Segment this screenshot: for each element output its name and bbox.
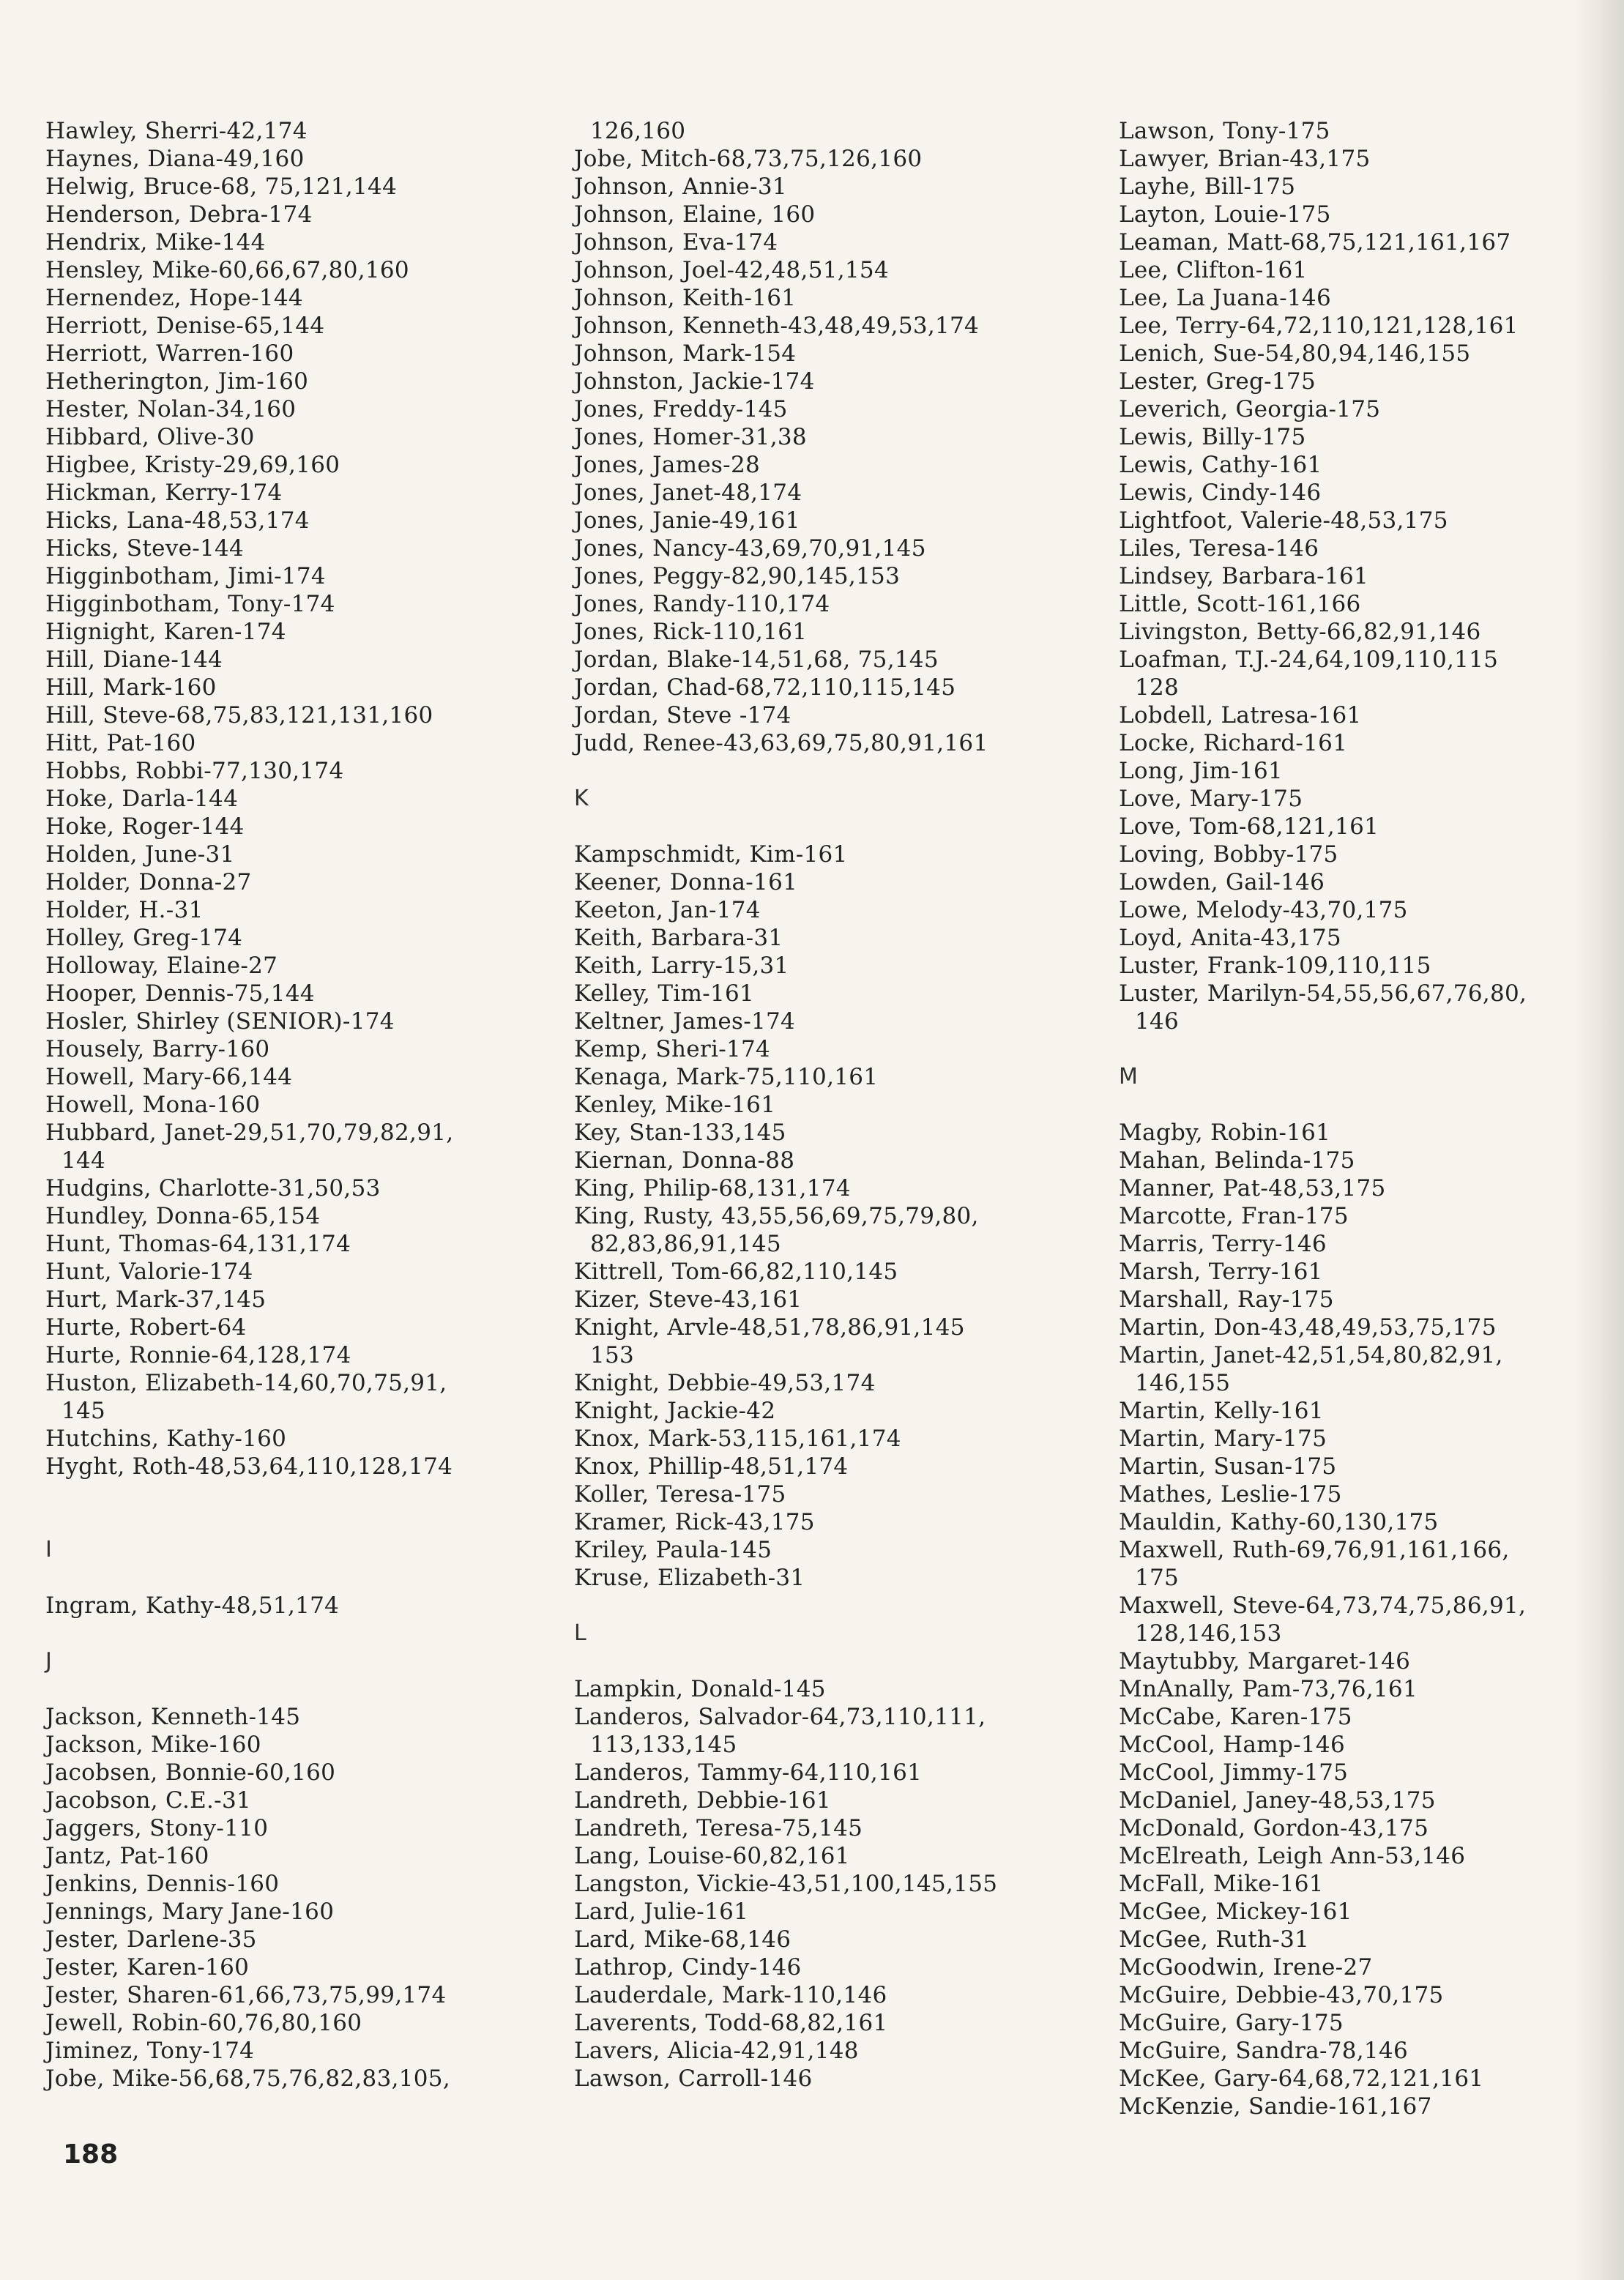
index-entry: Knight, Arvle-48,51,78,86,91,145 — [574, 1314, 965, 1341]
index-entry: Marris, Terry-146 — [1119, 1231, 1327, 1257]
index-entry: Lawyer, Brian-43,175 — [1119, 146, 1371, 172]
index-entry: Knox, Mark-53,115,161,174 — [574, 1426, 901, 1452]
index-entry: Maytubby, Margaret-146 — [1119, 1648, 1411, 1674]
index-entry: Martin, Janet-42,51,54,80,82,91, — [1119, 1342, 1503, 1368]
index-entry: Lee, Clifton-161 — [1119, 257, 1308, 283]
index-entry: Manner, Pat-48,53,175 — [1119, 1175, 1386, 1202]
index-entry: Jones, Homer-31,38 — [574, 424, 807, 450]
index-entry: Locke, Richard-161 — [1119, 730, 1348, 756]
index-entry: Helwig, Bruce-68, 75,121,144 — [45, 174, 398, 200]
index-entry: Love, Mary-175 — [1119, 786, 1303, 812]
index-entry: Hernendez, Hope-144 — [45, 285, 303, 311]
index-entry: Hensley, Mike-60,66,67,80,160 — [45, 257, 409, 283]
index-entry: Kenaga, Mark-75,110,161 — [574, 1064, 879, 1090]
index-entry: Hutchins, Kathy-160 — [45, 1426, 287, 1452]
index-entry: Marsh, Terry-161 — [1119, 1259, 1323, 1285]
index-entry: Holloway, Elaine-27 — [45, 953, 278, 979]
index-entry: Long, Jim-161 — [1119, 758, 1284, 784]
index-column-2 — [574, 117, 1072, 2093]
index-entry: Keeton, Jan-174 — [574, 897, 761, 923]
index-entry: Holley, Greg-174 — [45, 925, 243, 951]
index-entry: Holden, June-31 — [45, 841, 235, 868]
index-entry: Jacobson, C.E.-31 — [45, 1787, 251, 1814]
index-entry: Housely, Barry-160 — [45, 1036, 270, 1062]
index-entry: Jordan, Blake-14,51,68, 75,145 — [574, 647, 939, 673]
index-entry: Lathrop, Cindy-146 — [574, 1954, 802, 1981]
index-entry: Kampschmidt, Kim-161 — [574, 841, 848, 868]
index-entry: Hicks, Steve-144 — [45, 535, 245, 562]
index-entry: McKee, Gary-64,68,72,121,161 — [1119, 2065, 1484, 2092]
index-entry: Lauderdale, Mark-110,146 — [574, 1982, 887, 2008]
index-entry: Lawson, Tony-175 — [1119, 118, 1330, 144]
index-entry: Luster, Frank-109,110,115 — [1119, 953, 1431, 979]
index-entry: McDonald, Gordon-43,175 — [1119, 1815, 1429, 1841]
index-entry: Hudgins, Charlotte-31,50,53 — [45, 1175, 381, 1202]
index-entry: Hetherington, Jim-160 — [45, 368, 309, 395]
index-entry: Leaman, Matt-68,75,121,161,167 — [1119, 229, 1511, 256]
index-entry: Jantz, Pat-160 — [45, 1843, 209, 1869]
index-entry: King, Philip-68,131,174 — [574, 1175, 851, 1202]
index-entry: Knox, Phillip-48,51,174 — [574, 1453, 849, 1480]
index-entry: Johnston, Jackie-174 — [574, 368, 815, 395]
index-entry: Ingram, Kathy-48,51,174 — [45, 1592, 340, 1619]
index-entry: Hundley, Donna-65,154 — [45, 1203, 321, 1229]
index-column-3 — [1119, 117, 1617, 2120]
blank-line — [574, 813, 1072, 841]
index-entry: Hurte, Robert-64 — [45, 1314, 247, 1341]
index-entry: Lewis, Cathy-161 — [1119, 452, 1322, 478]
index-entry: Jobe, Mike-56,68,75,76,82,83,105, — [45, 2065, 450, 2092]
index-entry: Jones, Janie-49,161 — [574, 507, 800, 534]
index-entry: Kramer, Rick-43,175 — [574, 1509, 815, 1535]
index-entry: Key, Stan-133,145 — [574, 1119, 786, 1146]
index-entry: Knight, Debbie-49,53,174 — [574, 1370, 876, 1396]
index-entry: Kemp, Sheri-174 — [574, 1036, 771, 1062]
index-entry: Holder, Donna-27 — [45, 869, 252, 895]
index-entry: Lenich, Sue-54,80,94,146,155 — [1119, 340, 1471, 367]
index-entry: Hill, Mark-160 — [45, 674, 217, 701]
index-entry: Marshall, Ray-175 — [1119, 1286, 1334, 1313]
index-entry: Johnson, Joel-42,48,51,154 — [574, 257, 889, 283]
index-entry: McGuire, Sandra-78,146 — [1119, 2038, 1408, 2064]
index-entry: Lewis, Cindy-146 — [1119, 480, 1322, 506]
index-entry: Kelley, Tim-161 — [574, 980, 755, 1007]
index-entry: Keltner, James-174 — [574, 1008, 796, 1035]
index-entry: Hibbard, Olive-30 — [45, 424, 255, 450]
index-entry: Lowe, Melody-43,70,175 — [1119, 897, 1408, 923]
index-entry: Hester, Nolan-34,160 — [45, 396, 297, 422]
index-entry: McGuire, Gary-175 — [1119, 2010, 1344, 2036]
index-entry: Luster, Marilyn-54,55,56,67,76,80, — [1119, 980, 1527, 1007]
blank-line — [1119, 1091, 1617, 1119]
index-entry: Higginbotham, Tony-174 — [45, 591, 335, 617]
index-entry: Hickman, Kerry-174 — [45, 480, 283, 506]
index-entry: McElreath, Leigh Ann-53,146 — [1119, 1843, 1466, 1869]
index-entry: Jones, Peggy-82,90,145,153 — [574, 563, 901, 589]
index-entry: Lard, Julie-161 — [574, 1899, 749, 1925]
index-entry: Howell, Mary-66,144 — [45, 1064, 293, 1090]
index-entry: Martin, Don-43,48,49,53,75,175 — [1119, 1314, 1497, 1341]
index-entry: Jones, James-28 — [574, 452, 760, 478]
section-letter: J — [45, 1648, 52, 1674]
section-letter: L — [574, 1620, 586, 1646]
index-entry: Martin, Kelly-161 — [1119, 1398, 1324, 1424]
index-entry: Hignight, Karen-174 — [45, 619, 286, 645]
index-entry: Loving, Bobby-175 — [1119, 841, 1338, 868]
index-entry: Lampkin, Donald-145 — [574, 1676, 826, 1702]
index-entry: Higbee, Kristy-29,69,160 — [45, 452, 340, 478]
index-entry-continuation: 153 — [590, 1342, 635, 1368]
index-entry: Lee, Terry-64,72,110,121,128,161 — [1119, 313, 1519, 339]
index-entry: Johnson, Keith-161 — [574, 285, 797, 311]
index-entry: Landreth, Teresa-75,145 — [574, 1815, 863, 1841]
index-entry: Landeros, Salvador-64,73,110,111, — [574, 1704, 986, 1730]
index-entry-continuation: 145 — [62, 1398, 106, 1424]
index-entry: Hill, Steve-68,75,83,121,131,160 — [45, 702, 433, 729]
index-entry: Jobe, Mitch-68,73,75,126,160 — [574, 146, 923, 172]
index-entry: Landreth, Debbie-161 — [574, 1787, 831, 1814]
index-entry-continuation: 146,155 — [1135, 1370, 1231, 1396]
index-entry: Holder, H.-31 — [45, 897, 204, 923]
index-entry: Layton, Louie-175 — [1119, 201, 1331, 228]
index-entry: Jiminez, Tony-174 — [45, 2038, 255, 2064]
index-entry: Loafman, T.J.-24,64,109,110,115 — [1119, 647, 1499, 673]
index-entry: Hyght, Roth-48,53,64,110,128,174 — [45, 1453, 453, 1480]
index-entry: Kruse, Elizabeth-31 — [574, 1565, 805, 1591]
blank-line — [45, 1508, 543, 1536]
index-entry: Mathes, Leslie-175 — [1119, 1481, 1342, 1508]
index-entry: Laverents, Todd-68,82,161 — [574, 2010, 888, 2036]
index-entry-continuation: 146 — [1135, 1008, 1180, 1035]
index-entry: Johnson, Mark-154 — [574, 340, 797, 367]
index-entry: Martin, Mary-175 — [1119, 1426, 1327, 1452]
index-entry: Hawley, Sherri-42,174 — [45, 118, 308, 144]
page-number: 188 — [63, 2139, 119, 2169]
index-entry: Hosler, Shirley (SENIOR)-174 — [45, 1008, 395, 1035]
blank-line — [574, 1647, 1072, 1675]
index-entry: Lindsey, Barbara-161 — [1119, 563, 1369, 589]
index-entry-continuation: 128 — [1135, 674, 1180, 701]
index-entry: Magby, Robin-161 — [1119, 1119, 1331, 1146]
index-entry: Keith, Larry-15,31 — [574, 953, 789, 979]
index-entry: Henderson, Debra-174 — [45, 201, 313, 228]
index-entry: Knight, Jackie-42 — [574, 1398, 776, 1424]
index-entry: Hoke, Roger-144 — [45, 813, 245, 840]
index-entry: Jordan, Steve -174 — [574, 702, 791, 729]
index-entry: McFall, Mike-161 — [1119, 1871, 1324, 1897]
index-entry: Maxwell, Steve-64,73,74,75,86,91, — [1119, 1592, 1527, 1619]
index-entry: Lester, Greg-175 — [1119, 368, 1316, 395]
index-entry: Keith, Barbara-31 — [574, 925, 783, 951]
index-entry: Koller, Teresa-175 — [574, 1481, 786, 1508]
blank-line — [574, 1592, 1072, 1620]
index-entry: Jordan, Chad-68,72,110,115,145 — [574, 674, 956, 701]
index-entry: Love, Tom-68,121,161 — [1119, 813, 1379, 840]
blank-line — [574, 757, 1072, 785]
index-entry: Jaggers, Stony-110 — [45, 1815, 269, 1841]
index-entry: Kiernan, Donna-88 — [574, 1147, 795, 1174]
index-entry: Jennings, Mary Jane-160 — [45, 1899, 335, 1925]
index-entry: Hobbs, Robbi-77,130,174 — [45, 758, 344, 784]
index-entry: Jones, Rick-110,161 — [574, 619, 808, 645]
index-entry: Lang, Louise-60,82,161 — [574, 1843, 850, 1869]
index-entry: Maxwell, Ruth-69,76,91,161,166, — [1119, 1537, 1510, 1563]
index-entry: Judd, Renee-43,63,69,75,80,91,161 — [574, 730, 988, 756]
index-entry: McKenzie, Sandie-161,167 — [1119, 2093, 1432, 2120]
index-entry: Hendrix, Mike-144 — [45, 229, 266, 256]
index-entry: Livingston, Betty-66,82,91,146 — [1119, 619, 1481, 645]
index-entry: McCool, Jimmy-175 — [1119, 1759, 1349, 1786]
index-entry: Jackson, Kenneth-145 — [45, 1704, 301, 1730]
index-entry: Johnson, Elaine, 160 — [574, 201, 816, 228]
index-entry-continuation: 113,133,145 — [590, 1732, 737, 1758]
section-letter: K — [574, 786, 589, 811]
index-entry: Jester, Darlene-35 — [45, 1926, 257, 1953]
index-entry: Lard, Mike-68,146 — [574, 1926, 791, 1953]
index-entry: Jester, Sharen-61,66,73,75,99,174 — [45, 1982, 447, 2008]
index-entry-continuation: 144 — [62, 1147, 106, 1174]
index-entry: Hicks, Lana-48,53,174 — [45, 507, 310, 534]
index-entry: Lavers, Alicia-42,91,148 — [574, 2038, 859, 2064]
index-entry: Jones, Nancy-43,69,70,91,145 — [574, 535, 926, 562]
index-entry: McGuire, Debbie-43,70,175 — [1119, 1982, 1444, 2008]
index-entry: Liles, Teresa-146 — [1119, 535, 1319, 562]
index-entry: Jackson, Mike-160 — [45, 1732, 261, 1758]
index-entry: McGee, Ruth-31 — [1119, 1926, 1310, 1953]
index-entry: Herriott, Warren-160 — [45, 340, 294, 367]
index-entry: Landeros, Tammy-64,110,161 — [574, 1759, 923, 1786]
index-entry: Lobdell, Latresa-161 — [1119, 702, 1362, 729]
index-entry: Hunt, Thomas-64,131,174 — [45, 1231, 351, 1257]
index-entry: Little, Scott-161,166 — [1119, 591, 1361, 617]
index-entry: Loyd, Anita-43,175 — [1119, 925, 1341, 951]
index-column-1 — [45, 117, 543, 2093]
index-entry: Kittrell, Tom-66,82,110,145 — [574, 1259, 898, 1285]
blank-line — [45, 1564, 543, 1592]
index-entry: Lee, La Juana-146 — [1119, 285, 1331, 311]
index-entry: Langston, Vickie-43,51,100,145,155 — [574, 1871, 998, 1897]
index-entry: Haynes, Diana-49,160 — [45, 146, 305, 172]
index-entry: Hoke, Darla-144 — [45, 786, 239, 812]
index-entry: Kenley, Mike-161 — [574, 1092, 776, 1118]
index-entry: Layhe, Bill-175 — [1119, 174, 1296, 200]
index-entry: Mauldin, Kathy-60,130,175 — [1119, 1509, 1439, 1535]
index-entry: Kizer, Steve-43,161 — [574, 1286, 802, 1313]
index-entry: Hill, Diane-144 — [45, 647, 223, 673]
index-entry: Hitt, Pat-160 — [45, 730, 196, 756]
index-entry: Johnson, Eva-174 — [574, 229, 778, 256]
index-entry: Jones, Randy-110,174 — [574, 591, 830, 617]
index-entry: Jones, Janet-48,174 — [574, 480, 802, 506]
index-entry-continuation: 128,146,153 — [1135, 1620, 1282, 1647]
index-entry-continuation: 82,83,86,91,145 — [590, 1231, 781, 1257]
index-entry: Keener, Donna-161 — [574, 869, 798, 895]
index-entry: Kriley, Paula-145 — [574, 1537, 772, 1563]
index-entry: Jones, Freddy-145 — [574, 396, 788, 422]
section-letter: M — [1119, 1064, 1138, 1089]
index-entry: McDaniel, Janey-48,53,175 — [1119, 1787, 1436, 1814]
index-entry: Marcotte, Fran-175 — [1119, 1203, 1349, 1229]
index-entry: Hunt, Valorie-174 — [45, 1259, 253, 1285]
index-entry: McGee, Mickey-161 — [1119, 1899, 1352, 1925]
index-entry: Martin, Susan-175 — [1119, 1453, 1337, 1480]
index-entry: Herriott, Denise-65,144 — [45, 313, 325, 339]
index-entry: McCabe, Karen-175 — [1119, 1704, 1352, 1730]
index-entry: Johnson, Kenneth-43,48,49,53,174 — [574, 313, 980, 339]
index-entry: Jewell, Robin-60,76,80,160 — [45, 2010, 362, 2036]
index-entry: McGoodwin, Irene-27 — [1119, 1954, 1373, 1981]
index-entry: Jenkins, Dennis-160 — [45, 1871, 280, 1897]
index-entry: Lawson, Carroll-146 — [574, 2065, 813, 2092]
index-entry: Lightfoot, Valerie-48,53,175 — [1119, 507, 1448, 534]
blank-line — [45, 1620, 543, 1647]
section-letter: I — [45, 1537, 52, 1562]
index-entry: Howell, Mona-160 — [45, 1092, 261, 1118]
index-entry: Hurt, Mark-37,145 — [45, 1286, 267, 1313]
index-entry: Lowden, Gail-146 — [1119, 869, 1325, 895]
index-entry: Hooper, Dennis-75,144 — [45, 980, 315, 1007]
index-entry: Mahan, Belinda-175 — [1119, 1147, 1355, 1174]
index-entry: Jacobsen, Bonnie-60,160 — [45, 1759, 336, 1786]
index-entry: King, Rusty, 43,55,56,69,75,79,80, — [574, 1203, 979, 1229]
index-entry: Lewis, Billy-175 — [1119, 424, 1306, 450]
index-entry: Jester, Karen-160 — [45, 1954, 250, 1981]
index-entry: MnAnally, Pam-73,76,161 — [1119, 1676, 1418, 1702]
index-entry: Higginbotham, Jimi-174 — [45, 563, 326, 589]
blank-line — [1119, 1035, 1617, 1063]
index-entry: McCool, Hamp-146 — [1119, 1732, 1345, 1758]
index-entry-continuation: 126,160 — [590, 118, 686, 144]
index-entry-continuation: 175 — [1135, 1565, 1180, 1591]
index-entry: Leverich, Georgia-175 — [1119, 396, 1381, 422]
blank-line — [45, 1480, 543, 1508]
index-entry: Hurte, Ronnie-64,128,174 — [45, 1342, 351, 1368]
index-entry: Hubbard, Janet-29,51,70,79,82,91, — [45, 1119, 454, 1146]
index-entry: Huston, Elizabeth-14,60,70,75,91, — [45, 1370, 447, 1396]
index-entry: Johnson, Annie-31 — [574, 174, 787, 200]
blank-line — [45, 1675, 543, 1703]
